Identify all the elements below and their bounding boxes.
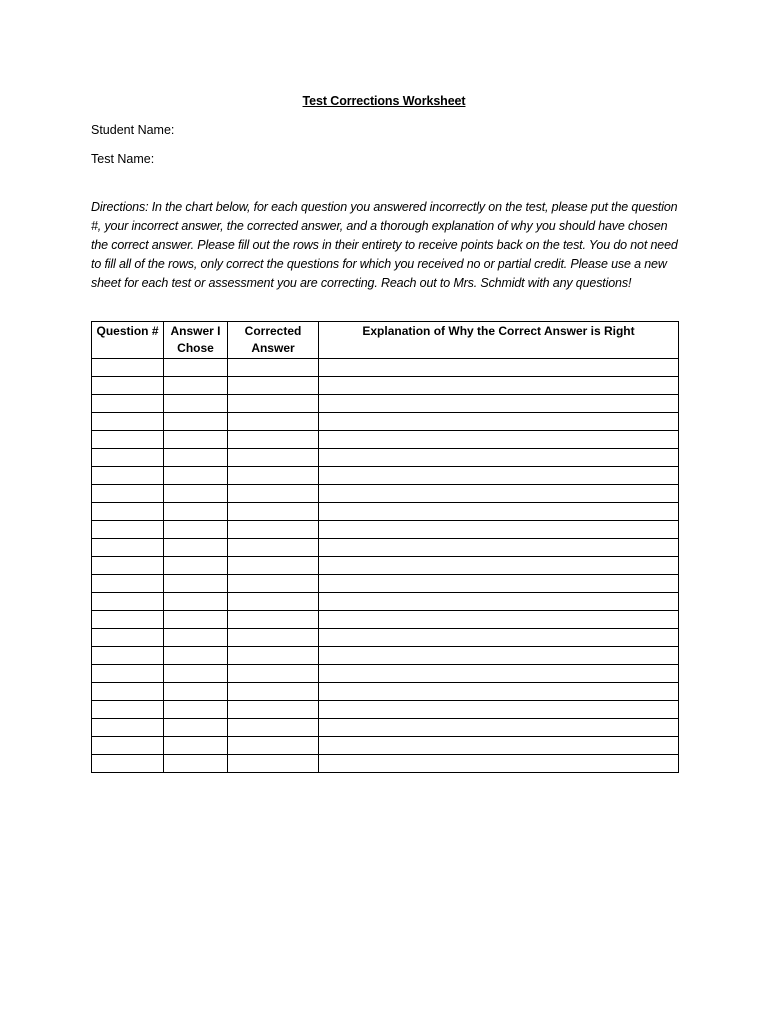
explanation-cell[interactable] bbox=[319, 737, 679, 755]
table-header-row bbox=[92, 322, 679, 359]
corrected-answer-cell[interactable] bbox=[228, 629, 319, 647]
table-row bbox=[92, 719, 679, 737]
corrected-answer-cell[interactable] bbox=[228, 683, 319, 701]
answer-chosen-cell[interactable] bbox=[164, 575, 228, 593]
explanation-cell[interactable] bbox=[319, 521, 679, 539]
answer-chosen-cell[interactable] bbox=[164, 593, 228, 611]
explanation-cell[interactable] bbox=[319, 575, 679, 593]
table-row bbox=[92, 431, 679, 449]
explanation-cell[interactable] bbox=[319, 485, 679, 503]
table-row bbox=[92, 503, 679, 521]
question-number-cell[interactable] bbox=[92, 359, 164, 377]
answer-chosen-cell[interactable] bbox=[164, 701, 228, 719]
corrected-answer-cell[interactable] bbox=[228, 755, 319, 773]
corrected-answer-cell[interactable] bbox=[228, 395, 319, 413]
question-number-cell[interactable] bbox=[92, 557, 164, 575]
page-title: Test Corrections Worksheet bbox=[302, 94, 466, 108]
corrected-answer-cell[interactable] bbox=[228, 665, 319, 683]
answer-chosen-cell[interactable] bbox=[164, 449, 228, 467]
header-answer-chosen: Answer I Chose bbox=[164, 322, 228, 359]
answer-chosen-cell[interactable] bbox=[164, 359, 228, 377]
table-body bbox=[92, 359, 679, 773]
question-number-cell[interactable] bbox=[92, 377, 164, 395]
answer-chosen-cell[interactable] bbox=[164, 719, 228, 737]
answer-chosen-cell[interactable] bbox=[164, 395, 228, 413]
answer-chosen-cell[interactable] bbox=[164, 629, 228, 647]
explanation-cell[interactable] bbox=[319, 503, 679, 521]
table-row bbox=[92, 593, 679, 611]
question-number-cell[interactable] bbox=[92, 701, 164, 719]
corrected-answer-cell[interactable] bbox=[228, 737, 319, 755]
answer-chosen-cell[interactable] bbox=[164, 521, 228, 539]
table-row bbox=[92, 449, 679, 467]
answer-chosen-cell[interactable] bbox=[164, 557, 228, 575]
corrected-answer-cell[interactable] bbox=[228, 503, 319, 521]
question-number-cell[interactable] bbox=[92, 539, 164, 557]
explanation-cell[interactable] bbox=[319, 467, 679, 485]
question-number-cell[interactable] bbox=[92, 521, 164, 539]
explanation-cell[interactable] bbox=[319, 629, 679, 647]
table-row bbox=[92, 413, 679, 431]
corrected-answer-cell[interactable] bbox=[228, 449, 319, 467]
question-number-cell[interactable] bbox=[92, 449, 164, 467]
corrected-answer-cell[interactable] bbox=[228, 593, 319, 611]
answer-chosen-cell[interactable] bbox=[164, 755, 228, 773]
question-number-cell[interactable] bbox=[92, 719, 164, 737]
explanation-cell[interactable] bbox=[319, 377, 679, 395]
answer-chosen-cell[interactable] bbox=[164, 503, 228, 521]
explanation-cell[interactable] bbox=[319, 665, 679, 683]
table-row bbox=[92, 521, 679, 539]
answer-chosen-cell[interactable] bbox=[164, 485, 228, 503]
header-corrected-answer: Corrected Answer bbox=[228, 322, 319, 359]
explanation-cell[interactable] bbox=[319, 449, 679, 467]
answer-chosen-cell[interactable] bbox=[164, 431, 228, 449]
explanation-cell[interactable] bbox=[319, 431, 679, 449]
corrected-answer-cell[interactable] bbox=[228, 521, 319, 539]
corrected-answer-cell[interactable] bbox=[228, 413, 319, 431]
explanation-cell[interactable] bbox=[319, 719, 679, 737]
corrected-answer-cell[interactable] bbox=[228, 539, 319, 557]
question-number-cell[interactable] bbox=[92, 683, 164, 701]
explanation-cell[interactable] bbox=[319, 755, 679, 773]
answer-chosen-cell[interactable] bbox=[164, 683, 228, 701]
corrected-answer-cell[interactable] bbox=[228, 719, 319, 737]
corrected-answer-cell[interactable] bbox=[228, 377, 319, 395]
question-number-cell[interactable] bbox=[92, 485, 164, 503]
directions-paragraph: Directions: In the chart below, for each question you answered incorrectly on the test, please put the question #, your incorrect answer, the corrected answer, and a thorough explanation of why you should have chosen the correct answer. Please fill out the rows in their entirety to receive points back on the test. You do not need to fill all of the rows, only correct the questions for which you received no or partial credit. Please use a new sheet for each test or assessment you are correcting. Reach out to Mrs. Schmidt with any questions! bbox=[91, 200, 678, 290]
corrected-answer-cell[interactable] bbox=[228, 701, 319, 719]
corrected-answer-cell[interactable] bbox=[228, 431, 319, 449]
table-row bbox=[92, 485, 679, 503]
corrections-table bbox=[91, 321, 679, 773]
table-row bbox=[92, 683, 679, 701]
explanation-cell[interactable] bbox=[319, 359, 679, 377]
table-row bbox=[92, 701, 679, 719]
answer-chosen-cell[interactable] bbox=[164, 611, 228, 629]
corrected-answer-cell[interactable] bbox=[228, 611, 319, 629]
explanation-cell[interactable] bbox=[319, 611, 679, 629]
table-row bbox=[92, 359, 679, 377]
question-number-cell[interactable] bbox=[92, 593, 164, 611]
explanation-cell[interactable] bbox=[319, 647, 679, 665]
answer-chosen-cell[interactable] bbox=[164, 665, 228, 683]
explanation-cell[interactable] bbox=[319, 395, 679, 413]
explanation-cell[interactable] bbox=[319, 557, 679, 575]
table-row bbox=[92, 665, 679, 683]
corrected-answer-cell[interactable] bbox=[228, 485, 319, 503]
table-row bbox=[92, 557, 679, 575]
question-number-cell[interactable] bbox=[92, 737, 164, 755]
corrected-answer-cell[interactable] bbox=[228, 557, 319, 575]
table-row bbox=[92, 539, 679, 557]
question-number-cell[interactable] bbox=[92, 629, 164, 647]
question-number-cell[interactable] bbox=[92, 503, 164, 521]
corrected-answer-cell[interactable] bbox=[228, 575, 319, 593]
table-row bbox=[92, 629, 679, 647]
student-name-label: Student Name: bbox=[91, 123, 175, 137]
table-row bbox=[92, 737, 679, 755]
question-number-cell[interactable] bbox=[92, 755, 164, 773]
explanation-cell[interactable] bbox=[319, 701, 679, 719]
question-number-cell[interactable] bbox=[92, 395, 164, 413]
header-question-number: Question # bbox=[92, 322, 164, 359]
answer-chosen-cell[interactable] bbox=[164, 647, 228, 665]
question-number-cell[interactable] bbox=[92, 611, 164, 629]
corrected-answer-cell[interactable] bbox=[228, 647, 319, 665]
explanation-cell[interactable] bbox=[319, 413, 679, 431]
table-row bbox=[92, 611, 679, 629]
corrected-answer-cell[interactable] bbox=[228, 467, 319, 485]
answer-chosen-cell[interactable] bbox=[164, 539, 228, 557]
question-number-cell[interactable] bbox=[92, 647, 164, 665]
corrected-answer-cell[interactable] bbox=[228, 359, 319, 377]
table-row bbox=[92, 755, 679, 773]
question-number-cell[interactable] bbox=[92, 575, 164, 593]
question-number-cell[interactable] bbox=[92, 413, 164, 431]
answer-chosen-cell[interactable] bbox=[164, 377, 228, 395]
question-number-cell[interactable] bbox=[92, 431, 164, 449]
table-row bbox=[92, 395, 679, 413]
answer-chosen-cell[interactable] bbox=[164, 467, 228, 485]
table-row bbox=[92, 575, 679, 593]
table-row bbox=[92, 467, 679, 485]
answer-chosen-cell[interactable] bbox=[164, 737, 228, 755]
explanation-cell[interactable] bbox=[319, 539, 679, 557]
explanation-cell[interactable] bbox=[319, 683, 679, 701]
question-number-cell[interactable] bbox=[92, 665, 164, 683]
table-row bbox=[92, 377, 679, 395]
test-name-label: Test Name: bbox=[91, 152, 155, 166]
explanation-cell[interactable] bbox=[319, 593, 679, 611]
answer-chosen-cell[interactable] bbox=[164, 413, 228, 431]
header-explanation: Explanation of Why the Correct Answer is Right bbox=[319, 322, 679, 359]
question-number-cell[interactable] bbox=[92, 467, 164, 485]
table-row bbox=[92, 647, 679, 665]
